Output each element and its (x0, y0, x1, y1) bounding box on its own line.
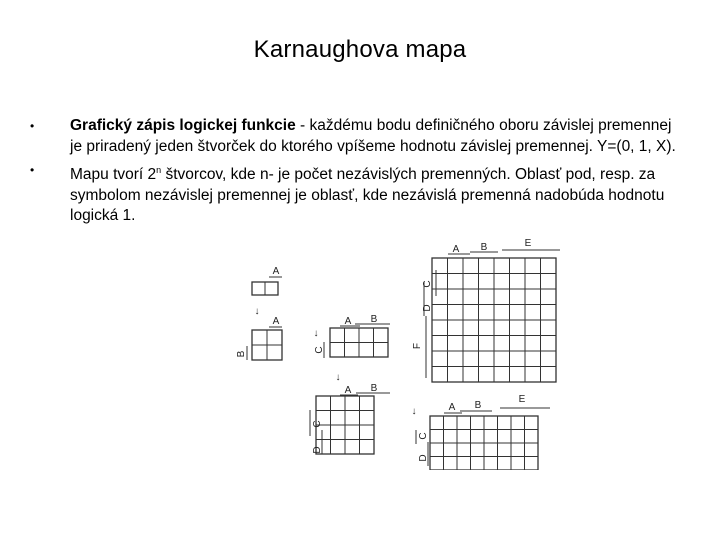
arrow-down-icon: ↓ (313, 328, 319, 339)
map-6-var (432, 258, 556, 382)
label-a: A (344, 316, 352, 327)
bullet-text: - každému bodu definičného oboru závislej premennej je priradený jeden štvorček do ktorého vpíšeme hodnotu závislej premennej. Y=(0, 1, X). (70, 117, 676, 155)
bullet-bold-lead: Grafický zápis logickej funkcie (70, 117, 296, 134)
bullet-item-map-size (30, 160, 680, 227)
bullet-item-definition (30, 116, 680, 157)
map-4-var (316, 396, 374, 454)
label-d: D (422, 304, 433, 312)
label-c: C (418, 432, 429, 440)
bullet-text-before: Mapu tvorí 2 (70, 166, 157, 184)
label-b: B (474, 400, 482, 411)
bullet-text-after: štvorcov, kde n- je počet nezávislých premenných. Oblasť pod, resp. za symbolom nezávislej premennej je oblasť, kde nezávislá premenná nadobúda hodnotu logická 1. (70, 166, 665, 225)
map-1-var (252, 282, 278, 295)
label-c: C (314, 346, 325, 354)
label-b: B (480, 242, 488, 253)
label-d: D (312, 446, 323, 454)
map-3-var (330, 328, 388, 357)
label-e: E (518, 394, 526, 405)
label-a: A (452, 244, 460, 255)
map-5-var (430, 416, 538, 470)
label-c: C (422, 280, 433, 288)
label-a: A (448, 402, 456, 413)
label-f: F (412, 342, 423, 350)
label-d: D (418, 454, 429, 462)
label-a: A (272, 266, 280, 277)
arrow-down-icon: ↓ (335, 372, 341, 383)
bullet-superscript: n (156, 165, 162, 175)
bullet-dot: • (30, 163, 35, 177)
slide-title: Karnaughova mapa (253, 36, 467, 63)
label-b: B (370, 383, 378, 394)
arrow-down-icon: ↓ (411, 406, 417, 417)
label-a: A (272, 316, 280, 327)
map-2-var (252, 330, 282, 360)
arrow-down-icon: ↓ (254, 306, 260, 317)
bullet-list (30, 116, 680, 230)
karnaugh-maps-svg (230, 230, 600, 470)
label-e: E (524, 238, 532, 249)
label-c: C (312, 420, 323, 428)
label-b: B (370, 314, 378, 325)
label-b: B (236, 350, 247, 358)
karnaugh-maps-figure (230, 230, 600, 470)
label-a: A (344, 385, 352, 396)
bullet-dot: • (30, 119, 35, 133)
